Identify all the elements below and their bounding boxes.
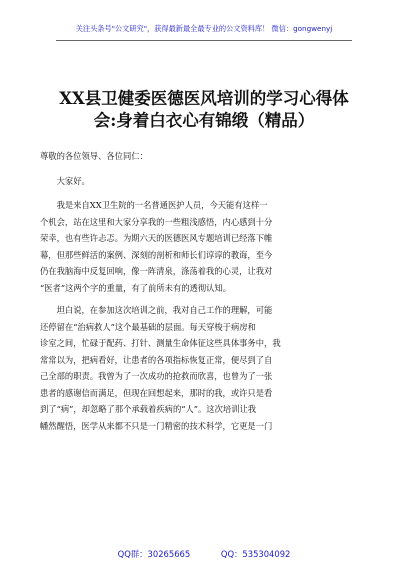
salutation: 尊敬的各位领导、各位同仁： — [40, 151, 148, 161]
paragraph-line: 诊室之间，忙碌于配药、打针、测量生命体征这些具体事务中，我 — [40, 338, 281, 348]
document-title — [40, 88, 368, 132]
paragraph-line: 患者的感谢信而满足，但现在回想起来，那时的我，或许只是看 — [40, 387, 273, 398]
footer-qq-group: QQ群：30265665 — [117, 549, 191, 559]
footer-qq: QQ：535304092 — [220, 549, 291, 559]
header-promo-text: 关注头条号"公文研究"，获得最新最全最专业的公文资料库！ 微信：gongwenyj — [75, 24, 333, 33]
footer-contact — [0, 548, 408, 560]
paragraph-2 — [40, 302, 368, 434]
paragraph-line: 仍在我脑海中反复回响，像一阵清泉，涤荡着我的心灵，让我对 — [40, 266, 273, 276]
paragraph-line: 常常以为，把病看好，让患者的各项指标恢复正常，便尽到了自 — [40, 354, 273, 365]
header-divider — [56, 40, 352, 41]
title-line-1: XX县卫健委医德医风培训的学习心得体 — [59, 89, 349, 108]
paragraph-line: 幡然醒悟，医学从来都不只是一门精密的技术科学，它更是一门 — [40, 420, 273, 431]
greeting: 大家好。 — [56, 175, 90, 186]
paragraph-line: 幕，但那些鲜活的案例、深刻的剖析和师长们谆谆的教诲，至今 — [40, 249, 273, 260]
paragraph-line: 个机会，站在这里和大家分享我的一些粗浅感悟，内心感到十分 — [40, 216, 273, 227]
title-line-2: 会:身着白衣心有锦缎（精品） — [93, 111, 315, 130]
paragraph-line: 坦白说，在参加这次培训之前，我对自己工作的理解，可能 — [56, 305, 273, 315]
paragraph-1 — [40, 197, 368, 296]
paragraph-line: 到了“病”，却忽略了那个承载着疾病的“人”。这次培训让我 — [40, 404, 257, 414]
paragraph-line: 还停留在“治病救人”这个最基础的层面。每天穿梭于病房和 — [40, 321, 256, 332]
paragraph-line: 荣幸，也有些许忐忑。为期六天的医德医风专题培训已经落下帷 — [40, 233, 273, 243]
paragraph-line: 己全部的职责。我曾为了一次成功的抢救而欣喜，也曾为了一张 — [40, 371, 273, 381]
paragraph-line: “医者”这两个字的重量，有了前所未有的透彻认知。 — [40, 282, 232, 293]
document-body — [40, 148, 368, 434]
paragraph-line: 我是来自XX卫生院的一名普通医护人员，今天能有这样一 — [56, 200, 268, 210]
